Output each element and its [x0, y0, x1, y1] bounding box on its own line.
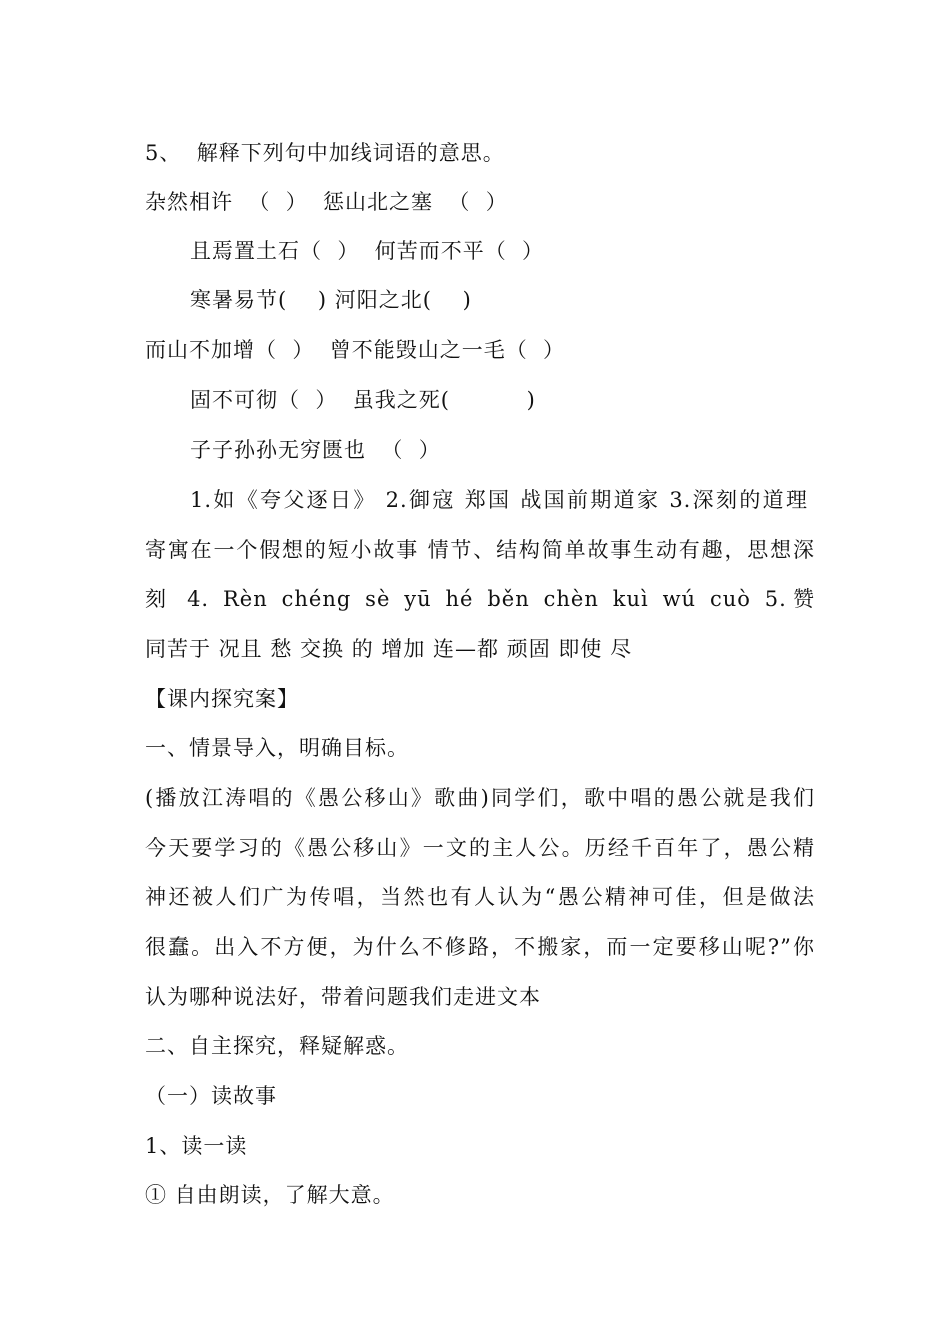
subsection-heading: （一）读故事: [145, 1084, 277, 1108]
intro-paragraph-line: 今天要学习的《愚公移山》一文的主人公。历经千百年了，愚公精: [145, 836, 815, 860]
intro-paragraph-line: 认为哪种说法好，带着问题我们走进文本: [145, 985, 541, 1009]
part-1-heading: 一、情景导入，明确目标。: [145, 736, 409, 760]
item-heading: 1、读一读: [145, 1134, 248, 1158]
question-5-line: 杂然相许 （ ） 惩山北之塞 （ ）: [145, 190, 508, 214]
question-5-line: 而山不加增（ ） 曾不能毁山之一毛（ ）: [145, 338, 566, 362]
intro-paragraph-line: (播放江涛唱的《愚公移山》歌曲)同学们，歌中唱的愚公就是我们: [145, 786, 815, 810]
question-5-line: 且焉置土石（ ） 何苦而不平（ ）: [190, 239, 545, 263]
section-heading: 【课内探究案】: [145, 687, 299, 711]
question-5-line: 子子孙孙无穷匮也 （ ）: [190, 438, 441, 462]
part-2-heading: 二、自主探究，释疑解惑。: [145, 1034, 409, 1058]
intro-paragraph-line: 神还被人们广为传唱，当然也有人认为“愚公精神可佳，但是做法: [145, 885, 815, 909]
question-5-line: 固不可彻（ ） 虽我之死( ): [190, 388, 536, 412]
answer-line: 同苦于 况且 愁 交换 的 增加 连—都 顽固 即使 尽: [145, 637, 633, 661]
question-5-line: 寒暑易节( ) 河阳之北( ): [190, 288, 472, 312]
intro-paragraph-line: 很蠢。出入不方便，为什么不修路，不搬家，而一定要移山呢?”你: [145, 935, 815, 959]
answer-line: 刻 4. Rèn chéng sè yū hé běn chèn kuì wú cuò 5.赞: [145, 587, 815, 611]
answer-line: 寄寓在一个假想的短小故事 情节、结构简单故事生动有趣，思想深: [145, 538, 815, 562]
item-step: ① 自由朗读，了解大意。: [145, 1183, 395, 1207]
question-5-title: 5、 解释下列句中加线词语的意思。: [145, 141, 505, 165]
answer-line: 1.如《夸父逐日》 2.御寇 郑国 战国前期道家 3.深刻的道理: [190, 488, 808, 512]
